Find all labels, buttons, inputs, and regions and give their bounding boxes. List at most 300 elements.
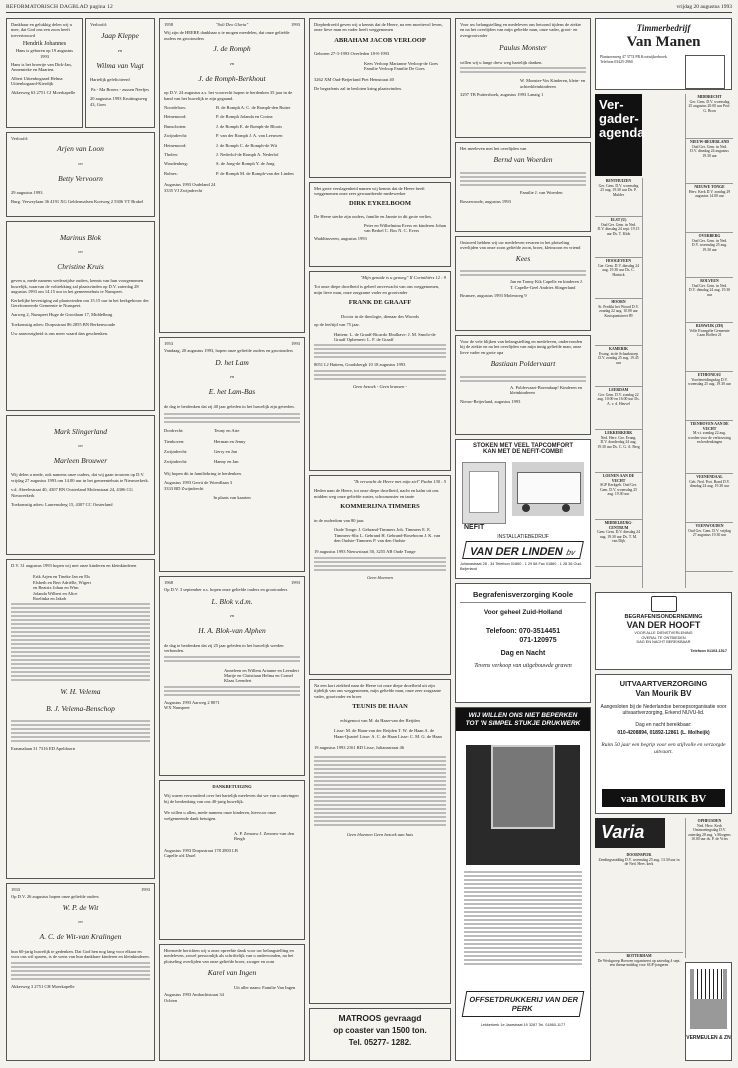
ad-timmerbedrijf xyxy=(595,18,732,90)
year-end: 1993 xyxy=(291,22,300,27)
wedding-ad-slingerland xyxy=(6,415,155,555)
obituary-timmers xyxy=(309,475,451,675)
hooft-logo xyxy=(651,596,677,612)
future-address: Toekomstig adres: Laurensdreg 15, 4307 CC Oosterland xyxy=(11,502,113,508)
name-2: J. de Romph-Berkhout xyxy=(198,73,266,83)
item-heading: NIEUWE TONGE xyxy=(694,185,725,189)
name-2: H. A. Blok-van Alphen xyxy=(198,626,266,636)
body: de dag te herdenken dat zij 25 jaar geleden in het huwelijk werden verbonden. xyxy=(164,642,284,654)
thanks-kees xyxy=(455,236,591,331)
family: Kees Verloop Marianne Verloop-de Goes Familie Verloop Familie De Goes xyxy=(364,60,439,72)
intro: Wij zijn de HEERE dankbaar u te mogen meedelen, dat onze geliefde ouders en grootouders xyxy=(164,30,290,41)
agenda-item xyxy=(686,523,733,572)
deceased-name: KOMMERIJNA TIMMERS xyxy=(340,503,420,511)
children-names: Erik Arjen en Tineke Jan en Els Elsbeth en Bert Adriëlle, Wigert en Beatrix Johan en Wim Jolanda Wilbert en Alice Roelinka en Jakob xyxy=(33,574,91,602)
body-2: De Heere sterke zijn ouders, familie en Jannie in dit grote verlies. xyxy=(314,214,433,220)
ad-koole xyxy=(455,583,591,703)
agenda-title-2: gader- xyxy=(599,111,639,126)
phone: 010-4208894, 01892-12861 (L. Molheijk) xyxy=(617,730,710,736)
agenda-item xyxy=(686,372,733,421)
thanks-ad-zenouw xyxy=(159,780,305,940)
boiler-image xyxy=(462,462,506,524)
body: Heden nam de Heere, tot onze diepe droefheid, nacht en kalm uit ons midden weg onze geliefde zuster, schoonzuster en tante xyxy=(314,488,439,499)
vdl-name: VAN DER LINDEN xyxy=(468,546,564,558)
body-2: We willen u allen, mede namens onze kinderen, hiervoor onze welgemeende dank betuigen. xyxy=(164,810,276,821)
body: Na een kort ziekbed nam de Heere tot onze diepe droefheid uit zijn tijdelijk van ons weggenomen, mijn geliefde man, onze zeer zorgzame vader, grootvader en broer xyxy=(314,683,441,699)
and: en xyxy=(78,160,83,166)
note: Uw aanwezigheid is ons meer waard dan geschenken. xyxy=(11,331,108,337)
body: willen wij u lange drew weg hartelijk danken. xyxy=(460,59,543,65)
signature: A. Poldervaart-Borendaap! Kinderen en kleinkinderen xyxy=(510,384,582,396)
agenda-item xyxy=(686,323,733,372)
item-heading: LEKKERKERK xyxy=(604,431,633,435)
agenda-item xyxy=(595,387,642,430)
year-start: 1953 xyxy=(164,341,173,346)
year-end: 1993 xyxy=(291,580,300,585)
agenda-item xyxy=(595,299,642,346)
family-place: Noordeloos: xyxy=(164,104,187,110)
address: Lekkerkerk 1e Jaarstraat 19 3267 Tel. 01860-1177 xyxy=(480,1023,566,1027)
item-detail: Ned. Herv. Ger. Evang. D.V. donderdag 24 aug. 19.30 uur Ds. C. G. A. Berg xyxy=(597,435,640,449)
name-1: Mark Slingerland xyxy=(53,426,108,436)
item-heading: ETHIONEAU xyxy=(697,373,722,377)
family-names: J. de Romph C. de Romph-de Wit xyxy=(216,142,277,148)
item-detail: De Werkgroep Hoewen organiseert op zaterdag 4 sept. een thema-middag voor SGP-jongeren xyxy=(597,958,681,967)
item-heading: LEERDAM xyxy=(608,388,629,392)
body: hun 60-jarig huwelijk te gedenken. Dat God hen nog lang voor elkaar en voor ons wil sparen, is de wens van hun dankbare kinderen en kleinkinderen. xyxy=(11,948,150,960)
birth-text: Dankbaar en gelukkig delen wij u mee, dat God ons een zoon heeft toevertrouwd xyxy=(11,22,72,38)
company-type: Timmerbedrijf xyxy=(636,23,691,33)
agenda-middle-space xyxy=(643,178,685,588)
ad-headline: STOKEN MET VEEL TAPCOMFORT xyxy=(472,443,573,449)
note: Geen bloemen Geen bezoek aan huis xyxy=(346,832,414,838)
address: Burg. Verweylaan 36 4191 XG Geldermalsen Kortweg 2 5306 VT Brakel xyxy=(11,198,144,204)
engaged-label: Verloofd: xyxy=(90,22,107,27)
job-ad-matroos xyxy=(309,1008,451,1061)
anniversary-ad-blok xyxy=(159,576,305,776)
body: Met grote verslagenheid namen wij kennis dat de Heere heeft weggenomen onze zeer gewaardeerde medewerker xyxy=(314,186,425,197)
item-detail: Oud Ger. Gem. in Ned. D.V. dinsdag 24 augustus 19.30 uur xyxy=(690,144,729,158)
children-names: Anneleen en Willem Arianne en Leendert Marije en Christiaan Helma en Cornel Klaas Leendert xyxy=(224,667,299,684)
family-names: S. de Jong-de Romph Y. de Jong xyxy=(216,161,275,167)
signature: Peter en Wilhelmina Evers en kinderen Johan van Berkel C. Bos N. C. Evers xyxy=(364,222,446,234)
family-names: Hanny en Jan xyxy=(214,459,239,465)
and: en xyxy=(117,47,123,53)
wedding-ad-blok xyxy=(6,221,155,411)
name-2: Wilma van Vugt xyxy=(96,60,144,70)
and: en xyxy=(78,919,83,925)
engaged-label: Verloofd: xyxy=(11,136,28,141)
item-heading: MIDDRECHT xyxy=(697,95,722,99)
agenda-item xyxy=(595,520,642,567)
item-detail: Oud Ger. Gem. in Ned. D.V. dinsdag 24 aug. 19.30 uur xyxy=(688,283,731,297)
agenda-title-1: Ver- xyxy=(599,97,624,112)
item-heading: ROLVEEN xyxy=(700,279,719,283)
item-heading: BENTHUIZEN xyxy=(605,179,632,183)
body: Tot onze diepe droefheid is geheel onverwacht van ons weggenomen, mijn lieve man, onze zorgzame vader en grootvader xyxy=(314,284,440,295)
varia-item xyxy=(686,818,733,950)
item-detail: Herv. Kerk D.V. zondag 29 augustus 14.00 uur xyxy=(688,189,731,198)
address: Augustus 1993 Gerrit de Woerdlaan 3 3333 BD Zwijndrecht xyxy=(164,480,233,491)
family: Hattem: L. de Graaff-Ricardo Ebulhave: J. M. Smolo-de Graaff Ophemert: L. F. de Graaff xyxy=(334,331,436,342)
varia-item xyxy=(595,852,683,953)
agenda-title-3: agenda xyxy=(599,125,645,140)
address: Rossewoude, augustus 1993 xyxy=(460,199,511,205)
intro: Voor uw belangstelling en medeleven ons betoond tijdens de ziekte en na het overlijden van mijn geliefde man, onze vader, groot- en overgrootvader xyxy=(460,22,582,38)
headline: WIJ WILLEN ONS NIET BEPERKEN xyxy=(468,712,578,719)
item-detail: Ger. Gem. D.V. woensdag 25 aug. 19.30 uur Ds. P. Mulder xyxy=(598,183,639,197)
address: 19 augustus 1993 Nieuwstraat 50, 3255 AB Oude Tonge xyxy=(314,549,416,555)
item-detail: M.v.t. zondag 22 aug. worden voor de verbouwing en herdenkingen xyxy=(688,431,731,444)
name-2: Betty Vervoorn xyxy=(58,173,103,183)
address: Waddinxveen, augustus 1993 xyxy=(314,235,367,241)
intro: Het meeleven met het overlijden van xyxy=(460,146,527,151)
deceased-name: Karel van Ingen xyxy=(207,968,257,978)
family-names: J. de Romph E. de Romph-de Bloois xyxy=(216,123,282,129)
agenda-item xyxy=(686,421,733,474)
vdl-bv: bv xyxy=(565,548,577,557)
agenda-item xyxy=(595,473,642,520)
baby-name: Hendrik Johannes xyxy=(22,41,67,48)
family-names: J. Nederlof-de Romph A. Nederlof xyxy=(216,151,279,157)
item-heading: OPHEUSDEN xyxy=(697,819,722,823)
truck-image xyxy=(512,462,584,516)
engagement-ad xyxy=(85,18,155,128)
phone: Telefoon 01103-1517 xyxy=(690,648,727,653)
signature: Pa - Ma Broers - zussen Neefjes xyxy=(91,86,149,92)
slogan: Tevens verkoop van uitgebouwde graven xyxy=(474,663,572,669)
title: BEGRAFENISONDERNEMING xyxy=(624,614,703,620)
address: Augustus 1993 Dorpsstraat 178 2803 LB Capelle a/d IJssel xyxy=(164,847,238,859)
item-heading: MIDDELBURG-CENTRUM xyxy=(604,521,633,530)
anniversary-ad-lam xyxy=(159,337,305,572)
family-names: B. de Romph A. C. de Romph-den Butter xyxy=(216,104,291,110)
quote: "Ik verwacht de Heere met mijn ziel" Psalm 130 : 5 xyxy=(353,479,446,484)
item-detail: Geb. Ned. Prot. Bond D.V. dinsdag 24 aug. 19.30 uur xyxy=(689,479,730,488)
item-heading: ELST (U) xyxy=(610,218,627,222)
address: 8051 LJ Hattem, Goudsbergh 10 18 augustus 1993 xyxy=(314,362,406,368)
item-detail: Gem. Gem. D.V. dinsdag 24 aug. 19.30 uur Ds. T. M. van Dijk xyxy=(597,530,640,543)
obituary-eykelboom xyxy=(309,182,451,267)
company-name: Begrafenisverzorging Koole xyxy=(472,590,574,599)
deceased-name: Bernd van Woerden xyxy=(493,155,553,165)
address: 3262 XM Oud-Beijerland Piet Heinstraat 40 xyxy=(314,76,394,82)
name-1: L. Blok v.d.m. xyxy=(211,596,253,606)
phone-2: 071-120975 xyxy=(519,637,557,644)
item-heading: LOENEN AAN DE VECHT xyxy=(602,474,635,483)
item-heading: DOORNSPIJK xyxy=(626,853,652,857)
address: Aarweg 2, Nunspeet Huge de Grootlaan 17, Middelburg xyxy=(11,312,113,318)
family-names: P. van der Romph J. A. van Leeuwen xyxy=(216,133,283,139)
note: Geen bezoek - Geen kransen - xyxy=(352,383,408,389)
future-address: Toekomstig adres: Dorpsstraat 86 2855 BN Berkenwoude xyxy=(11,321,116,327)
name-1: Marinus Blok xyxy=(59,232,102,242)
name-1: Arjen van Loon xyxy=(57,144,104,154)
agenda-item xyxy=(686,474,733,523)
address: Augustus 1993 Aarweg 2 8071 WX Nunspeet xyxy=(164,699,220,711)
item-heading: HOOGEVEEN xyxy=(606,259,631,263)
family-place: Zwijndrecht: xyxy=(164,133,188,139)
signature: Familie J. van Woerden xyxy=(520,189,563,195)
relation: echtgenoot van M. da Haan-van der Reijden xyxy=(340,717,420,723)
slogan: Ruim 50 jaar een begrip voor een stijlvolle en verzorgde uitvaart. xyxy=(601,742,726,755)
address: v.d. Abeelestraat 40, 4307 BN Oosterland Molenstraat 24, 4306 CG Nieuwerkerk xyxy=(11,487,133,498)
year-start: 1968 xyxy=(164,580,173,585)
anniversary-ad-velema xyxy=(6,559,155,879)
address: 19 augustus 1993 2161 RD Lisse, Julianastraat 46 xyxy=(314,744,404,750)
phone: Telefoon: 070-3514451 xyxy=(485,628,561,635)
anniversary-ad-dewit xyxy=(6,883,155,1061)
family: Lisse: M. de Haan-van der Reijden T. W. de Haan A. de Haan-Quartel Lisse: A. C. de Haan Lisse: C. M. G. de Haan xyxy=(334,728,442,739)
piano-image xyxy=(690,969,727,1029)
family-place: Bolnes: xyxy=(164,170,178,176)
family-place: Zwijndrecht: xyxy=(164,459,188,465)
note: Geen bloemen xyxy=(367,574,393,580)
agenda-item xyxy=(595,258,642,299)
item-detail: Evang. in de Schaakstoep D.V. zondag 25 aug. 19.45 uur xyxy=(598,351,639,365)
item-detail: Voorbereidingsdag D.V. woensdag 25 aug. 19.30 uur xyxy=(688,377,731,386)
item-detail: Oud Ger. Gem. D.V. vrijdag 27 augustus 19.30 uur xyxy=(688,528,731,537)
dates: Geboren 27-3-1993 Overleden 18-8-1993 xyxy=(314,51,390,57)
deceased-name: Bastiaan Poldervaart xyxy=(490,359,556,369)
job-title: MATROOS gevraagd xyxy=(338,1013,422,1023)
closing: In plaats van kaarten xyxy=(213,494,251,500)
family-place: Tienhoven: xyxy=(164,438,185,444)
address: Julianastraat 28 - 34 Telefoon 01860 - 1 29 68 Fax 01860 - 1 28 36 Oud-Beijerland xyxy=(460,562,582,571)
date: 29 augustus 1993 xyxy=(11,190,43,196)
address: Nieuw-Beijerland, augustus 1993 xyxy=(460,398,521,404)
varia-header xyxy=(595,818,665,848)
address: Augustus 1993 Ambachtstraat 34 Ochten xyxy=(164,992,224,1003)
vdl-logo xyxy=(462,541,584,559)
siblings: Hans is het broertje van Dirk-Jan, Annemieke en Maarten. xyxy=(11,62,72,73)
item-detail: Zendingsmiddag D.V. woensdag 25 aug. 13.30 uur in de Ned. Herv. kerk xyxy=(598,857,680,866)
company-name: VERMEULEN & ZN xyxy=(686,1035,731,1041)
name-2: E. het Lam-Bas xyxy=(208,387,256,397)
and: en xyxy=(78,249,83,254)
family-place: Bunschoten: xyxy=(164,123,187,129)
and: en xyxy=(229,613,235,619)
intro: Vandaag, 20 augustus 1993, hopen onze geliefde ouders en grootouders xyxy=(164,348,293,354)
logo-box xyxy=(685,55,725,89)
print-image xyxy=(466,745,580,865)
deceased-name: TEUNIS DE HAAN xyxy=(352,703,408,711)
installer-label: INSTALLATIEBEDRIJF xyxy=(497,534,549,540)
item-heading: TIENHOVEN AAN DE VECHT xyxy=(690,422,729,431)
item-detail: Volle Evangelie Gemeente Laan Hoffert 21 xyxy=(689,328,730,337)
job-phone: Tel. 05277- 1282. xyxy=(348,1038,412,1047)
item-detail: St. Predikt het Woord D.V. zondag 22 aug. 10.00 uur Kruispuntstreet 89 xyxy=(598,304,639,318)
item-detail: Ger. Gem. D.V. woensdag 25 augustus 20.00 uur Prof. G. Bron xyxy=(688,99,731,113)
agenda-item xyxy=(686,233,733,278)
ad-van-der-linden xyxy=(455,439,591,579)
item-heading: KAMERIK xyxy=(609,347,628,351)
family-place: Heinenoord: xyxy=(164,142,187,148)
and: en xyxy=(229,374,235,380)
item-heading: OVERBERG xyxy=(698,234,721,238)
item-heading: VEENWOUDEN xyxy=(695,524,724,528)
header-left: REFORMATORISCH DAGBLAD pagina 12 xyxy=(6,4,113,10)
agenda-item xyxy=(595,178,642,217)
obituary-degraaff xyxy=(309,271,451,471)
family-names: Teuny en Arie xyxy=(214,428,240,434)
address: 20 augustus 1993 Kruitingsweg 43, Goes xyxy=(90,96,148,107)
deceased-name: Paulus Monster xyxy=(499,43,547,53)
and: en xyxy=(78,443,83,448)
deceased-title: Doctor in de theologie, dienaar des Woords xyxy=(341,313,419,319)
agenda-item xyxy=(686,278,733,323)
bullet-2: OVERAL TE ONTBIEDEN xyxy=(641,635,686,640)
signature: W. Monster-Vos Kinderen, klein- en achterkleinkinderen xyxy=(520,78,586,89)
age: op de leeftijd van 75 jaar. xyxy=(314,322,360,328)
agenda-item xyxy=(595,346,642,387)
agenda-header xyxy=(595,94,645,176)
item-heading: NIEUW-BEIJERLAND xyxy=(690,140,729,144)
mourik-logo xyxy=(602,789,725,807)
thanks-monster xyxy=(455,18,591,138)
item-detail: Ger. Gem. D.V. dinsdag 24 aug. 19.30 uur Ds. C. Harinck xyxy=(597,263,640,277)
brand-logo: NEFIT xyxy=(464,524,485,531)
headline-2: TOT 'N SIMPEL STUKJE DRUKWERK xyxy=(465,720,581,727)
item-detail: Oud Ger. Gem. in Ned. D.V. woensdag 25 aug. 19.30 uur xyxy=(691,238,728,252)
obituary-verloop xyxy=(309,18,451,178)
name-2: Marleen Brouwer xyxy=(53,455,108,465)
availability: Dag en Nacht xyxy=(500,650,546,657)
ad-vanderperk xyxy=(455,707,591,1061)
thanks-poldervaart xyxy=(455,335,591,435)
year-end: 1993 xyxy=(291,341,300,346)
name-1: J. de Romph xyxy=(213,44,251,54)
year-end: 1993 xyxy=(141,887,150,892)
name-1: W. P. de Wit xyxy=(62,902,99,912)
varia-title: Varia xyxy=(601,822,645,842)
item-heading: BOTTERHAM xyxy=(626,954,652,958)
thanks-ad-vaningen xyxy=(159,944,305,1061)
address: 3297 TB Puttershoek, augustus 1993 Lanaig 1 xyxy=(460,91,544,97)
age: in de ouderdom van 80 jaar. xyxy=(314,517,365,523)
address: Brunsee, augustus 1993 Molenweg 9 xyxy=(460,293,527,299)
signature: A. P. Zenouw J. Zenouw-van den Bergh xyxy=(234,831,294,842)
name-2: Christine Kruis xyxy=(57,261,104,271)
varia-item xyxy=(595,953,683,1059)
ad-vermeulen xyxy=(685,962,732,1061)
body-2: Kerkelijke bevestiging zal plaatsvinden om 15.15 uur in het kerkgebouw der Gereformeerde Gemeente te Nunspeet. xyxy=(11,297,149,309)
name-1: Jaap Kleppe xyxy=(101,31,139,41)
signature: Jan en Tonny Kik Capelle en kinderen J. T. Capelle-Geel Andries Slingerland xyxy=(510,279,583,290)
availability: Dag en nacht bereikbaar: xyxy=(635,722,692,728)
name-1: W. H. Velema xyxy=(60,687,101,697)
name-2: A. C. de Wit-van Kralingen xyxy=(39,932,122,942)
body: Wij delen u mede, ook namens onze ouders, dat wij gaan trouwen op D.V. vrijdag 27 augustus 1993 om 14.00 uur in het gemeentehuis te Nieuwerkerk. xyxy=(11,472,149,483)
and: en xyxy=(229,60,235,66)
title: DANKBETUIGING xyxy=(212,784,252,789)
year-start: 1933 xyxy=(11,887,20,892)
family-place: Dordrecht: xyxy=(164,428,184,434)
deceased-name: DIRK EYKELBOOM xyxy=(349,199,411,207)
logo-text: van MOURIK BV xyxy=(620,793,707,805)
family-place: Zwijndrecht: xyxy=(164,448,188,454)
anniversary-ad-romph xyxy=(159,18,305,333)
bullet-3: DAG EN NACHT BEREIKBAAR xyxy=(636,640,691,645)
body: op D.V. 24 augustus a.s. het voorrecht hopen te herdenken 35 jaar in de band van het huwelijk te zijn gegaand. xyxy=(164,90,293,101)
deceased-name: Kees xyxy=(515,253,531,263)
title: UITVAARTVERZORGING xyxy=(619,679,708,688)
address: Erasmalaan 31 7316 ED Apeldoorn xyxy=(11,746,75,752)
varia-list-1 xyxy=(595,852,683,1061)
agenda-list-1 xyxy=(595,178,643,588)
item-heading: RIJSWIJK (ZH) xyxy=(695,324,724,328)
agenda-item xyxy=(595,217,642,258)
family-place: Woudenberg: xyxy=(164,161,189,167)
engagement-ad-2 xyxy=(6,132,155,217)
body: geven u, mede namens wederzijdse ouders, kennis van hun voorgenomen huwelijk, waarvan de voltrekking zal plaatsvinden op D.V. zaterdag 28 augustus 1993 om 14.15 uur in het gemeentehuis te Nunspeet. xyxy=(11,278,144,295)
ad-van-der-hooft xyxy=(595,592,732,670)
quote: "Mijn genade is u genoeg" II Corinthiërs 12 : 9 xyxy=(360,275,446,280)
body: de dag te herdenken dat zij 40 jaar geleden in het huwelijk zijn getreden. xyxy=(164,403,295,409)
family-names: P. de Romph Jolanda en Corina xyxy=(216,114,273,120)
item-heading: HOORN xyxy=(611,300,626,304)
address: Plantsoenweg 47 3774 PR Kootwijkerbroek Telefoon 03425-2960 xyxy=(600,55,667,64)
item-detail: Ned. Herv. Kerk Ontmoetingsdag D.V. zaterdag 28 aug. 's Morgens 10.00 uur ds. P. de Vries xyxy=(688,823,731,841)
body: Hiermede berichten wij u onze opreehte dank voor uw belangstelling en medeleven, zowel persoonlijk als schriftelijk van u ondervonden, na het plotseling overlijden van onze geliefde broer, zwager en oom xyxy=(164,948,294,964)
name-1: D. het Lam xyxy=(215,357,249,367)
agenda-item xyxy=(686,139,733,184)
note: Wij hopen dit in familiekring te herdenken. xyxy=(164,470,242,476)
ad-van-mourik xyxy=(595,674,732,814)
year-start: 1958 xyxy=(164,22,173,27)
header-right: vrijdag 20 augustus 1993 xyxy=(676,4,732,10)
body: Aangesloten bij de Nederlandse beroepsorganisatie voor uitvaartverzorging, Erkend NUVU-lid. xyxy=(600,704,727,716)
family-place: Heinenoord: xyxy=(164,114,187,120)
address: Akkerweg 3 2751 CH Moerkapelle xyxy=(11,983,75,989)
body: Wij waren verwonderd over het hartelijk meeleven dat we van u ontvingen bij de herdenking van ons 40-jarig huwelijk. xyxy=(164,793,299,804)
family: Oude Tonge: J. Gebrand-Timmers Joh. Timmers E. E. Timmers-Sliz L. Gebrand H. Gebrand-Roseboom J. K. van den Oudste-Timmers P. van den Oudste xyxy=(334,527,441,543)
company-name: OFFSETDRUKKERIJ VAN DER PERK xyxy=(468,995,579,1013)
company-name: VAN DER HOOFT xyxy=(626,620,701,630)
congrats: Hartelijk gefeliciteerd xyxy=(90,77,130,83)
company-name: Van Mourik BV xyxy=(635,689,692,698)
bullet-1: VOOR ALLE DIENSTVERLENING xyxy=(634,631,693,635)
item-detail: Ger. Gem. D.V. zondag 22 aug. 10.00 en 16.00 uur Ds. A. v. d. Heuvel xyxy=(597,392,640,406)
item-heading: VEENENDAAL xyxy=(696,475,723,479)
body: Diepbedroefd geven wij u kennis dat de Heere, na een moeitevol leven, onze lieve man en vader heeft weggenomen xyxy=(314,22,443,33)
intro: Op D.V. 26 augustus hopen onze geliefde ouders xyxy=(11,894,99,900)
agenda-item xyxy=(686,184,733,233)
family-names: Herman en Jenny xyxy=(214,438,246,444)
address: Akkerweg 63 2751 CJ Moerkapelle xyxy=(11,89,76,95)
agenda-item xyxy=(686,94,733,139)
varia-list-2 xyxy=(685,818,733,958)
family-place: Tholen: xyxy=(164,151,178,157)
agenda-item xyxy=(595,430,642,473)
region: Voor geheel Zuid-Holland xyxy=(483,609,563,616)
deceased-name: FRANK DE GRAAFF xyxy=(348,299,412,307)
intro: Ontroerd hebben wij uw medeleven ervaren in het plotseling overlijden van onze zoon geliefde zoon, broer, kleinzoon en vriend xyxy=(460,240,581,251)
intro: D.V. 31 augustus 1993 hopen wij met onze kinderen en kleinkinderen xyxy=(11,563,137,568)
intro: Voor de vele blijken van belangstelling en medeleven, ondervonden bij de ziekte en na het overlijden van mijn innig geliefde man, onze lieve vader en grote opa xyxy=(460,339,583,355)
item-detail: SGP Kerkgeb. Oud Ger. Gem. D.V. woensdag 25 aug. 19.30 uur xyxy=(599,483,638,496)
family-names: P. de Romph M. de Romph-van der Linden xyxy=(216,170,294,176)
birth-ad xyxy=(6,18,83,128)
address: Augustus 1993 Oudeland 24 3335 VJ Zwijndrecht xyxy=(164,182,216,193)
name-2: B. J. Velema-Benschop xyxy=(46,703,115,713)
page-header xyxy=(6,2,732,13)
deceased-name: ABRAHAM JACOB VERLOOP xyxy=(334,36,426,44)
company-name: Van Manen xyxy=(626,34,701,50)
ad-headline-2: KAN MET DE NEFIT-COMBI! xyxy=(483,449,563,455)
agenda-list-2 xyxy=(685,94,733,588)
signature: Uit aller naam: Familie Van Ingen xyxy=(234,984,296,990)
